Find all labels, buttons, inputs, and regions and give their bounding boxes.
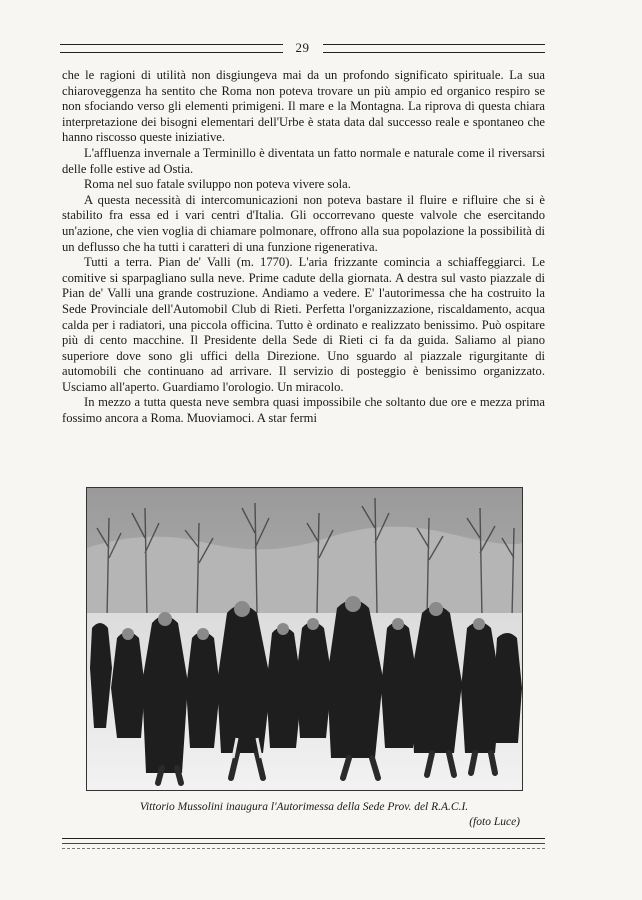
paragraph: Roma nel suo fatale sviluppo non poteva vivere sola. bbox=[84, 177, 351, 192]
paragraph: In mezzo a tutta questa neve sembra quasi impossibile che soltanto due ore e mezza prima fossimo ancora a Roma. Muoviamoci. A star fermi bbox=[62, 395, 545, 426]
photograph bbox=[86, 487, 523, 791]
page-number: 29 bbox=[295, 40, 310, 55]
page-header bbox=[60, 38, 545, 58]
photo-caption: Vittorio Mussolini inaugura l'Autorimessa della Sede Prov. del R.A.C.I. bbox=[139, 801, 469, 813]
paragraph: L'affluenza invernale a Terminillo è diventata un fatto normale e naturale come il riversarsi delle folle estive ad Ostia. bbox=[62, 145, 545, 176]
paragraph: che le ragioni di utilità non disgiungeva mai da un profondo significato spirituale. La sua chiaroveggenza ha sentito che Roma non poteva trovare un più ampio ed organico respiro se non sfociando verso gli elementi primigeni. Il mare e la Montagna. La riprova di questa chiara interpretazione dei bisogni elementari dell'Urbe è stata data dal successo reale e spontaneo che hanno riscosso queste iniziative. bbox=[62, 68, 545, 145]
paragraph: A questa necessità di intercomunicazioni non poteva bastare il fluire e rifluire che si è stabilito fra essa ed i vari centri d'Italia. Gli occorrevano queste valvole che esercitando un'azione, che vien voglia di chiamare polmonare, offrono alla sua popolazione la possibilità di un deflusso che ha tutti i caratteri di una funzione rigenerativa. bbox=[62, 192, 545, 254]
header-rule-left bbox=[60, 44, 283, 53]
header-rule-right bbox=[323, 44, 546, 53]
photo-illustration bbox=[87, 488, 522, 790]
footer-rule bbox=[62, 838, 545, 844]
photo-credit: (foto Luce) bbox=[469, 816, 520, 828]
paragraph: Tutti a terra. Pian de' Valli (m. 1770). L'aria frizzante comincia a schiaffeggiarci. Le comitive si sparpagliano sulla neve. Prime cadute della giornata. A destra sul vasto piazzale di Pian de' Valli una grande costruzione. Andiamo a vedere. E' l'autorimessa che ha costruito la Sede Provinciale dell'Automobil Club di Rieti. Perfetta l'organizzazione, riscaldamento, acqua calda per i radiatori, una piccola officina. Tutto è ordinato e realizzato benissimo. Può ospitare più di cento macchine. Il Presidente della Sede di Rieti ci fa da guida. Saliamo al piano superiore dove sono gli uffici della Direzione. Uno sguardo al piazzale rigurgitante di automobili che continuano ad arrivare. Il servizio di posteggio è benissimo organizzato. Usciamo all'aperto. Guardiamo l'orologio. Un miracolo. bbox=[62, 255, 545, 394]
footer-rule-dashed bbox=[62, 848, 545, 849]
body-text bbox=[62, 68, 545, 427]
